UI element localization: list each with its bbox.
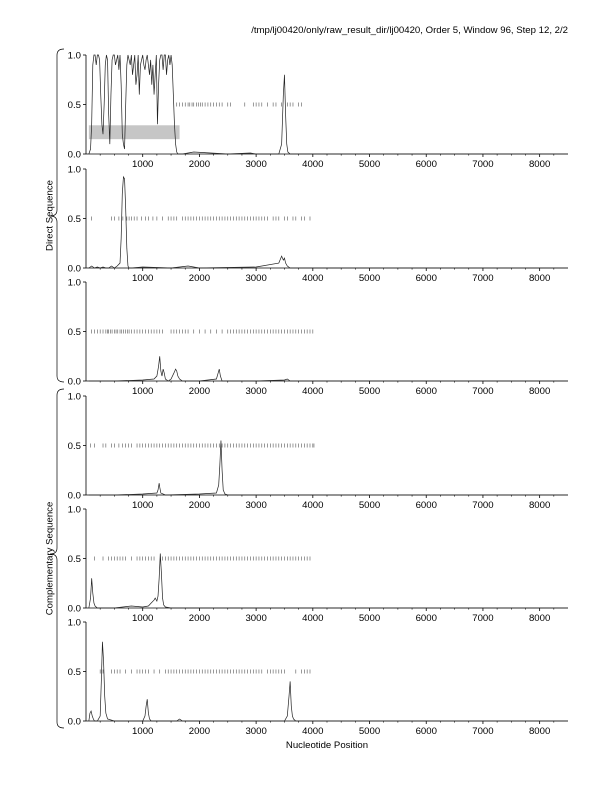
x-tick-label: 8000 — [528, 273, 551, 284]
y-tick-label: 1.0 — [67, 164, 81, 176]
x-tick-label: 4000 — [302, 386, 324, 397]
y-tick-label: 0.0 — [67, 716, 81, 728]
probability-line — [89, 554, 568, 608]
probability-line — [89, 177, 568, 268]
y-tick-label: 0.0 — [67, 490, 81, 502]
y-tick-label: 1.0 — [67, 391, 81, 403]
x-tick-label: 4000 — [302, 159, 324, 170]
panel-complementary-frame-3 — [68, 617, 568, 737]
x-tick-label: 4000 — [302, 613, 324, 624]
x-tick-label: 8000 — [528, 726, 551, 737]
y-tick-label: 0.5 — [67, 213, 81, 225]
x-axis-label: Nucleotide Position — [285, 740, 369, 751]
x-tick-label: 5000 — [358, 613, 381, 624]
x-tick-label: 3000 — [245, 613, 267, 624]
x-tick-label: 2000 — [188, 273, 211, 284]
x-tick-label: 8000 — [528, 613, 551, 624]
y-tick-label: 0.0 — [67, 603, 81, 615]
y-tick-label: 0.0 — [67, 376, 81, 388]
x-tick-label: 3000 — [245, 273, 267, 284]
y-tick-label: 1.0 — [67, 277, 81, 289]
complementary-sequence-label: Complementary Sequence — [44, 501, 56, 616]
x-tick-label: 1000 — [132, 500, 154, 511]
x-tick-label: 7000 — [472, 159, 494, 170]
x-tick-label: 8000 — [528, 159, 551, 170]
x-tick-label: 2000 — [188, 386, 211, 397]
x-tick-label: 7000 — [472, 273, 494, 284]
x-tick-label: 5000 — [358, 273, 381, 284]
y-tick-label: 0.5 — [67, 666, 81, 678]
x-tick-label: 2000 — [188, 159, 211, 170]
probability-line — [89, 441, 568, 495]
y-tick-label: 1.0 — [67, 504, 81, 516]
x-tick-label: 7000 — [472, 613, 494, 624]
panel-complementary-frame-1 — [68, 391, 568, 511]
y-tick-label: 0.5 — [67, 440, 81, 452]
x-tick-label: 6000 — [415, 726, 437, 737]
x-tick-label: 5000 — [358, 500, 381, 511]
probability-line — [89, 642, 568, 721]
y-tick-label: 1.0 — [67, 50, 81, 62]
x-tick-label: 7000 — [472, 386, 494, 397]
x-tick-label: 6000 — [415, 500, 437, 511]
y-tick-label: 0.0 — [67, 149, 81, 161]
x-tick-label: 8000 — [528, 386, 551, 397]
panel-direct-frame-1 — [68, 50, 568, 170]
y-tick-label: 0.5 — [67, 99, 81, 111]
panel-complementary-frame-2 — [68, 504, 568, 624]
y-tick-label: 0.5 — [67, 326, 81, 338]
x-tick-label: 3000 — [245, 726, 267, 737]
x-tick-label: 2000 — [188, 613, 211, 624]
x-tick-label: 1000 — [132, 613, 154, 624]
x-tick-label: 8000 — [528, 500, 551, 511]
x-tick-label: 1000 — [132, 159, 154, 170]
x-tick-label: 4000 — [302, 726, 324, 737]
page-title: /tmp/lj00420/only/raw_result_dir/lj00420, Order 5, Window 96, Step 12, 2/2 — [251, 25, 568, 36]
x-tick-label: 1000 — [132, 273, 154, 284]
panel-direct-frame-3 — [68, 277, 568, 397]
x-tick-label: 3000 — [245, 386, 267, 397]
x-tick-label: 4000 — [302, 500, 324, 511]
x-tick-label: 1000 — [132, 726, 154, 737]
x-tick-label: 6000 — [415, 613, 437, 624]
x-tick-label: 4000 — [302, 273, 324, 284]
y-tick-label: 1.0 — [67, 617, 81, 629]
x-tick-label: 6000 — [415, 386, 437, 397]
probability-line — [89, 356, 568, 381]
x-tick-label: 7000 — [472, 500, 494, 511]
x-tick-label: 5000 — [358, 159, 381, 170]
x-tick-label: 5000 — [358, 726, 381, 737]
y-tick-label: 0.5 — [67, 553, 81, 565]
x-tick-label: 2000 — [188, 726, 211, 737]
x-tick-label: 5000 — [358, 386, 381, 397]
x-tick-label: 6000 — [415, 273, 437, 284]
panel-direct-frame-2 — [68, 164, 568, 284]
x-tick-label: 2000 — [188, 500, 211, 511]
direct-sequence-label: Direct Sequence — [44, 180, 56, 251]
x-tick-label: 3000 — [245, 500, 267, 511]
y-tick-label: 0.0 — [67, 263, 81, 275]
x-tick-label: 1000 — [132, 386, 154, 397]
x-tick-label: 7000 — [472, 726, 494, 737]
x-tick-label: 6000 — [415, 159, 437, 170]
x-tick-label: 3000 — [245, 159, 267, 170]
